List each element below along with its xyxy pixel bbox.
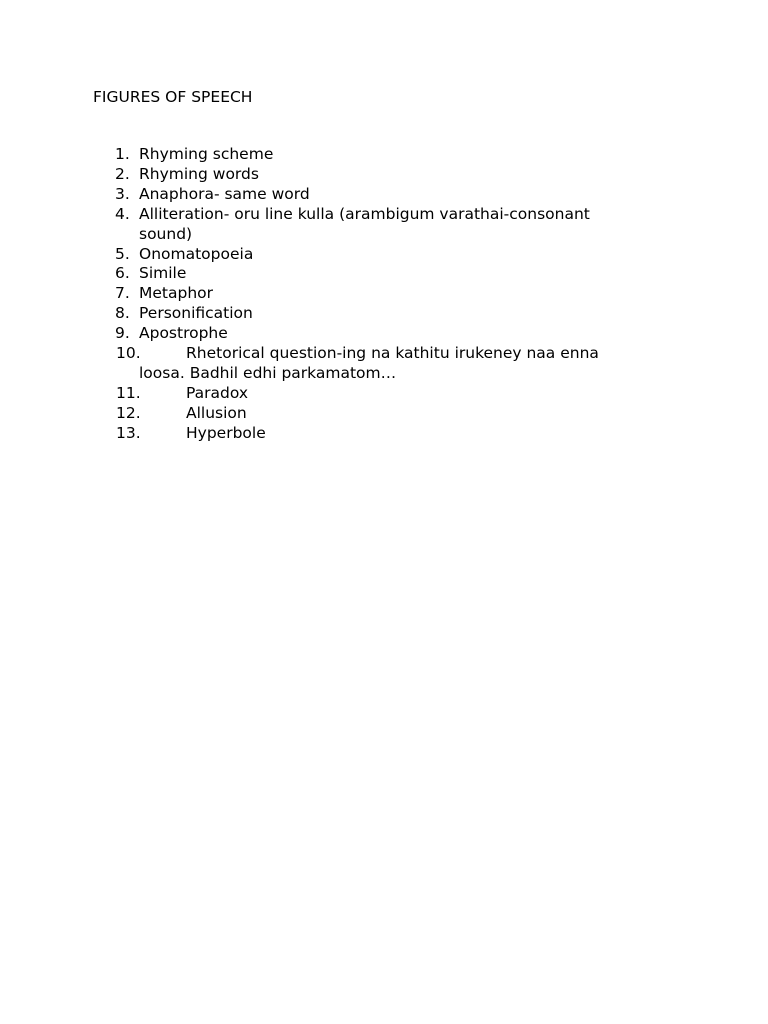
list-item-number: 12.	[116, 403, 141, 422]
list-item	[0, 304, 644, 324]
list-item-number: 13.	[116, 423, 141, 442]
figures-list	[0, 145, 768, 444]
list-item-number: 9.	[115, 324, 130, 343]
list-item-text: Onomatopoeia	[139, 244, 254, 263]
list-item-text: Personification	[139, 304, 253, 323]
list-item	[0, 264, 644, 284]
list-item-number: 6.	[115, 264, 130, 283]
list-item-text: Hyperbole	[186, 423, 266, 442]
list-item-number: 1.	[115, 145, 130, 163]
list-item-number: 10.	[116, 344, 141, 363]
list-item	[0, 424, 644, 444]
list-item-number: 7.	[115, 284, 130, 303]
list-item	[0, 324, 644, 344]
list-item-number: 5.	[115, 244, 130, 263]
list-item-text: Allusion	[186, 403, 247, 422]
list-item-number: 11.	[116, 383, 141, 402]
list-item-text: Anaphora- same word	[139, 184, 310, 203]
document-title: FIGURES OF SPEECH	[93, 88, 253, 106]
list-item-text: Rhetorical question-ing na kathitu irukeney naa enna loosa. Badhil edhi parkamatom…	[139, 344, 599, 382]
list-item-text: Rhyming scheme	[139, 145, 274, 163]
list-item-text: Alliteration- oru line kulla (arambigum varathai-consonant sound)	[139, 204, 590, 243]
list-item-text: Apostrophe	[139, 324, 228, 343]
list-item-text: Simile	[139, 264, 187, 283]
list-item	[0, 145, 644, 165]
list-item	[0, 284, 644, 304]
list-item-number: 3.	[115, 184, 130, 203]
list-item	[0, 185, 644, 205]
list-item-text: Rhyming words	[139, 164, 259, 183]
list-item	[0, 205, 644, 245]
list-item-number: 8.	[115, 304, 130, 323]
list-item-text: Metaphor	[139, 284, 214, 303]
list-item	[0, 245, 644, 265]
list-item	[0, 404, 644, 424]
list-item	[0, 384, 644, 404]
list-item-text: Paradox	[186, 383, 249, 402]
list-item	[0, 344, 644, 384]
list-item	[0, 165, 644, 185]
list-item-number: 4.	[115, 204, 130, 223]
list-item-number: 2.	[115, 164, 130, 183]
